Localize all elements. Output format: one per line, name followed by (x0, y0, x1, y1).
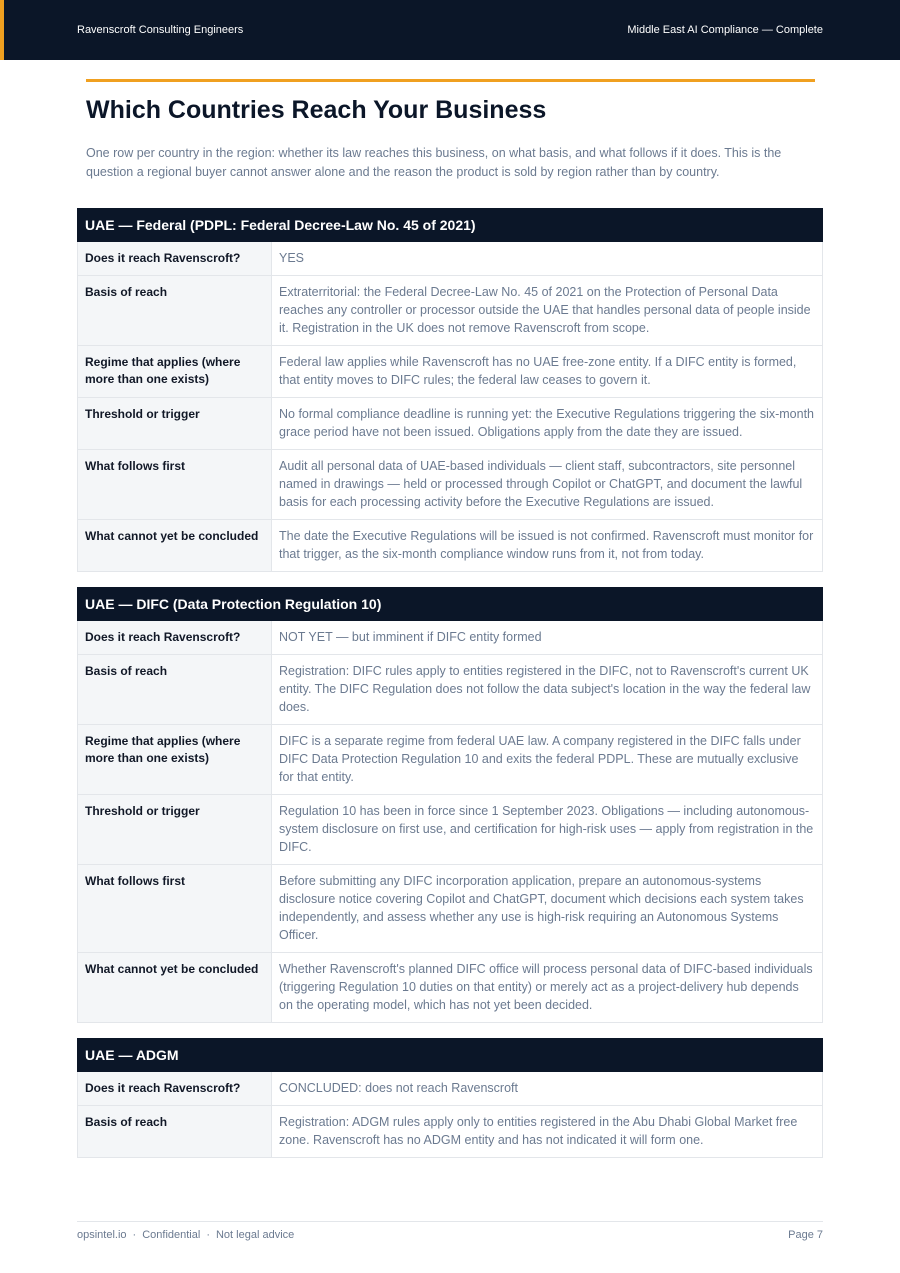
table-row (77, 795, 823, 865)
table-row (77, 655, 823, 725)
row-label: Basis of reach (78, 655, 272, 724)
row-value: Registration: ADGM rules apply only to entities registered in the Abu Dhabi Global Market free zone. Ravenscroft has no ADGM entity and has not indicated it will form one. (279, 1115, 798, 1147)
footer-site: opsintel.io (77, 1229, 127, 1241)
company-name: Ravenscroft Consulting Engineers (77, 24, 244, 36)
section-heading: UAE — ADGM (77, 1038, 823, 1072)
row-value: NOT YET — but imminent if DIFC entity formed (279, 630, 542, 644)
section-heading: UAE — DIFC (Data Protection Regulation 10) (77, 587, 823, 621)
row-label: What follows first (78, 450, 272, 519)
intro-paragraph: One row per country in the region: whether its law reaches this business, on what basis, and what follows if it does. This is the question a regional buyer cannot answer alone and the reason the product is sold by region rather than by country. (86, 146, 782, 179)
row-value: CONCLUDED: does not reach Ravenscroft (279, 1081, 518, 1095)
footer-divider (77, 1221, 823, 1222)
row-value: Registration: DIFC rules apply to entities registered in the DIFC, not to Ravenscroft's current UK entity. The DIFC Regulation does not follow the data subject's location in the way the federal law does. (279, 664, 811, 714)
row-label: Basis of reach (78, 276, 272, 345)
section-heading: UAE — Federal (PDPL: Federal Decree-Law No. 45 of 2021) (77, 208, 823, 242)
table-row (77, 398, 823, 450)
row-value: Extraterritorial: the Federal Decree-Law No. 45 of 2021 on the Protection of Personal Data reaches any controller or processor outside the UAE that handles personal data of people inside it. Registration in the UK does not remove Ravenscroft from scope. (279, 285, 811, 335)
row-value: Before submitting any DIFC incorporation application, prepare an autonomous-systems disclosure notice covering Copilot and ChatGPT, document which decisions each system takes independently, and assess whether any use is high-risk requiring an Autonomous Systems Officer. (279, 874, 804, 942)
title-rule (86, 79, 815, 82)
table-row (77, 276, 823, 346)
row-label: What follows first (78, 865, 272, 952)
section-uae-difc (77, 587, 823, 1023)
table-row (77, 450, 823, 520)
row-value: Whether Ravenscroft's planned DIFC office will process personal data of DIFC-based individuals (triggering Regulation 10 duties on that entity) or merely act as a project-delivery hub depends on the operating model, which has not yet been decided. (279, 962, 813, 1012)
footer-separator: · (132, 1229, 137, 1241)
section-uae-adgm (77, 1038, 823, 1158)
page-title: Which Countries Reach Your Business (86, 96, 547, 124)
footer-disclaimer: Not legal advice (215, 1229, 295, 1241)
row-label: Threshold or trigger (78, 795, 272, 864)
row-label: What cannot yet be concluded (78, 520, 272, 571)
table-row (77, 346, 823, 398)
header-accent-bar (0, 0, 4, 60)
table-row (77, 1106, 823, 1158)
row-label: Regime that applies (where more than one exists) (78, 725, 272, 794)
row-label: Does it reach Ravenscroft? (78, 242, 272, 275)
table-row (77, 953, 823, 1023)
footer-confidential: Confidential (142, 1229, 201, 1241)
table-row (77, 725, 823, 795)
row-value: No formal compliance deadline is running yet: the Executive Regulations triggering the six-month grace period have not been issued. Obligations apply from the date they are issued. (279, 407, 815, 439)
table-row (77, 1072, 823, 1106)
row-label: Does it reach Ravenscroft? (78, 1072, 272, 1105)
page-header (0, 0, 900, 60)
row-value: Federal law applies while Ravenscroft has no UAE free-zone entity. If a DIFC entity is formed, that entity moves to DIFC rules; the federal law ceases to govern it. (279, 355, 797, 387)
row-value: Regulation 10 has been in force since 1 September 2023. Obligations — including autonomous-system disclosure on first use, and certification for high-risk uses — apply from registration in the DIFC. (279, 804, 814, 854)
row-label: Threshold or trigger (78, 398, 272, 449)
page-footer (77, 1229, 294, 1241)
page-number: Page 7 (788, 1229, 823, 1241)
table-row (77, 865, 823, 953)
row-label: Basis of reach (78, 1106, 272, 1157)
row-value: DIFC is a separate regime from federal UAE law. A company registered in the DIFC falls under DIFC Data Protection Regulation 10 and exits the federal PDPL. These are mutually exclusive for that entity. (279, 734, 801, 784)
table-row (77, 621, 823, 655)
footer-separator: · (206, 1229, 210, 1241)
section-uae-federal (77, 208, 823, 572)
row-value: YES (279, 251, 305, 265)
row-label: Does it reach Ravenscroft? (78, 621, 272, 654)
row-label: What cannot yet be concluded (78, 953, 272, 1022)
row-value: The date the Executive Regulations will be issued is not confirmed. Ravenscroft must monitor for that trigger, as the six-month compliance window runs from it, not from today. (279, 529, 814, 561)
table-row (77, 520, 823, 572)
report-title: Middle East AI Compliance — Complete (627, 24, 823, 36)
row-label: Regime that applies (where more than one exists) (78, 346, 272, 397)
table-row (77, 242, 823, 276)
row-value: Audit all personal data of UAE-based individuals — client staff, subcontractors, site personnel named in drawings — held or processed through Copilot or ChatGPT, and document the lawful basis for each processing activity before the Executive Regulations are issued. (279, 459, 803, 509)
